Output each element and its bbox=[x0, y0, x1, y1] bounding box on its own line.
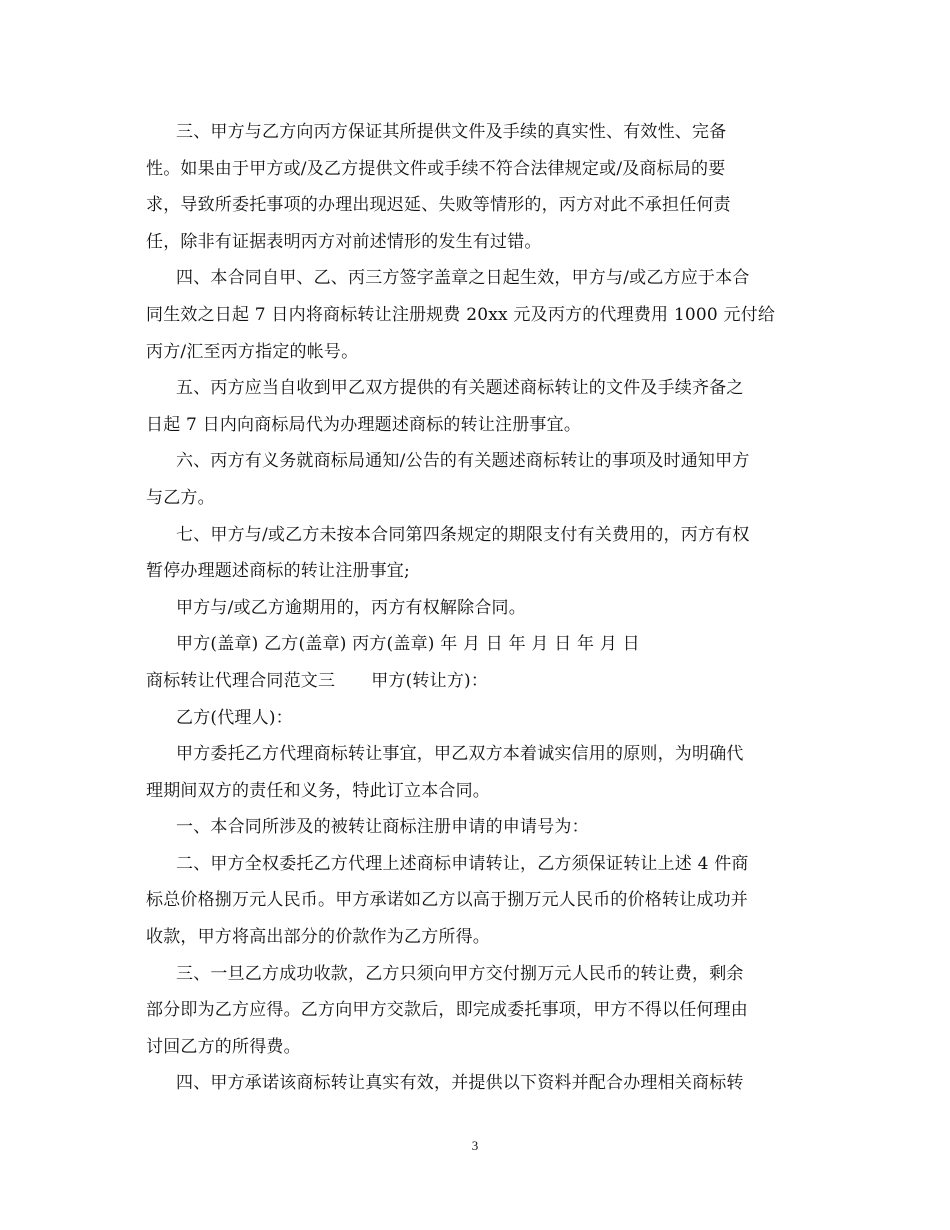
paragraph-line: 三、甲方与乙方向丙方保证其所提供文件及手续的真实性、有效性、完备 bbox=[176, 122, 727, 142]
paragraph-line: 性。如果由于甲方或/及乙方提供文件或手续不符合法律规定或/及商标局的要 bbox=[146, 158, 726, 179]
document-body bbox=[146, 114, 806, 1102]
paragraph-line: 任，除非有证据表明丙方对前述情形的发生有过错。 bbox=[146, 231, 542, 252]
section-title: 商标转让代理合同范文三 bbox=[146, 670, 336, 691]
paragraph-line: 部分即为乙方应得。乙方向甲方交款后，即完成委托事项，甲方不得以任何理由 bbox=[146, 1000, 748, 1021]
paragraph-line: 标总价格捌万元人民币。甲方承诺如乙方以高于捌万元人民币的价格转让成功并 bbox=[146, 890, 748, 911]
paragraph-line: 理期间双方的责任和义务，特此订立本合同。 bbox=[146, 780, 490, 801]
paragraph-line: 四、甲方承诺该商标转让真实有效，并提供以下资料并配合办理相关商标转 bbox=[176, 1073, 744, 1094]
paragraph-line: 与乙方。 bbox=[146, 487, 215, 508]
party-b-line: 乙方(代理人)： bbox=[176, 707, 293, 728]
paragraph-line: 三、一旦乙方成功收款，乙方只须向甲方交付捌万元人民币的转让费，剩余 bbox=[176, 963, 744, 984]
paragraph-line: 暂停办理题述商标的转让注册事宜; bbox=[146, 561, 410, 582]
paragraph-line: 同生效之日起 7 日内将商标转让注册规费 20xx 元及丙方的代理费用 1000 元付给 bbox=[146, 304, 776, 325]
paragraph-line: 甲方委托乙方代理商标转让事宜，甲乙双方本着诚实信用的原则，为明确代 bbox=[176, 744, 744, 765]
paragraph-line: 六、丙方有义务就商标局通知/公告的有关题述商标转让的事项及时通知甲方 bbox=[176, 451, 750, 472]
paragraph-line: 一、本合同所涉及的被转让商标注册申请的申请号为： bbox=[176, 817, 589, 838]
paragraph-line: 甲方与/或乙方逾期用的，丙方有权解除合同。 bbox=[176, 597, 526, 618]
paragraph-line: 五、丙方应当自收到甲乙双方提供的有关题述商标转让的文件及手续齐备之 bbox=[176, 378, 744, 399]
page-number: 3 bbox=[471, 1138, 479, 1153]
paragraph-line: 讨回乙方的所得费。 bbox=[146, 1036, 301, 1057]
paragraph-line: 二、甲方全权委托乙方代理上述商标申请转让，乙方须保证转让上述 4 件商 bbox=[176, 853, 749, 874]
paragraph-line: 收款，甲方将高出部分的价款作为乙方所得。 bbox=[146, 927, 490, 948]
party-a-label: 甲方(转让方)： bbox=[371, 670, 489, 691]
paragraph-line: 求，导致所委托事项的办理出现迟延、失败等情形的，丙方对此不承担任何责 bbox=[146, 195, 731, 216]
paragraph-line: 七、甲方与/或乙方未按本合同第四条规定的期限支付有关费用的，丙方有权 bbox=[176, 524, 750, 545]
section-heading-line bbox=[146, 663, 806, 700]
paragraph-line: 四、本合同自甲、乙、丙三方签字盖章之日起生效，甲方与/或乙方应于本合 bbox=[176, 268, 750, 289]
paragraph-line: 丙方/汇至丙方指定的帐号。 bbox=[146, 341, 359, 362]
paragraph-line: 日起 7 日内向商标局代为办理题述商标的转让注册事宜。 bbox=[146, 414, 582, 435]
signature-line: 甲方(盖章) 乙方(盖章) 丙方(盖章) 年 月 日 年 月 日 年 月 日 bbox=[176, 634, 640, 655]
